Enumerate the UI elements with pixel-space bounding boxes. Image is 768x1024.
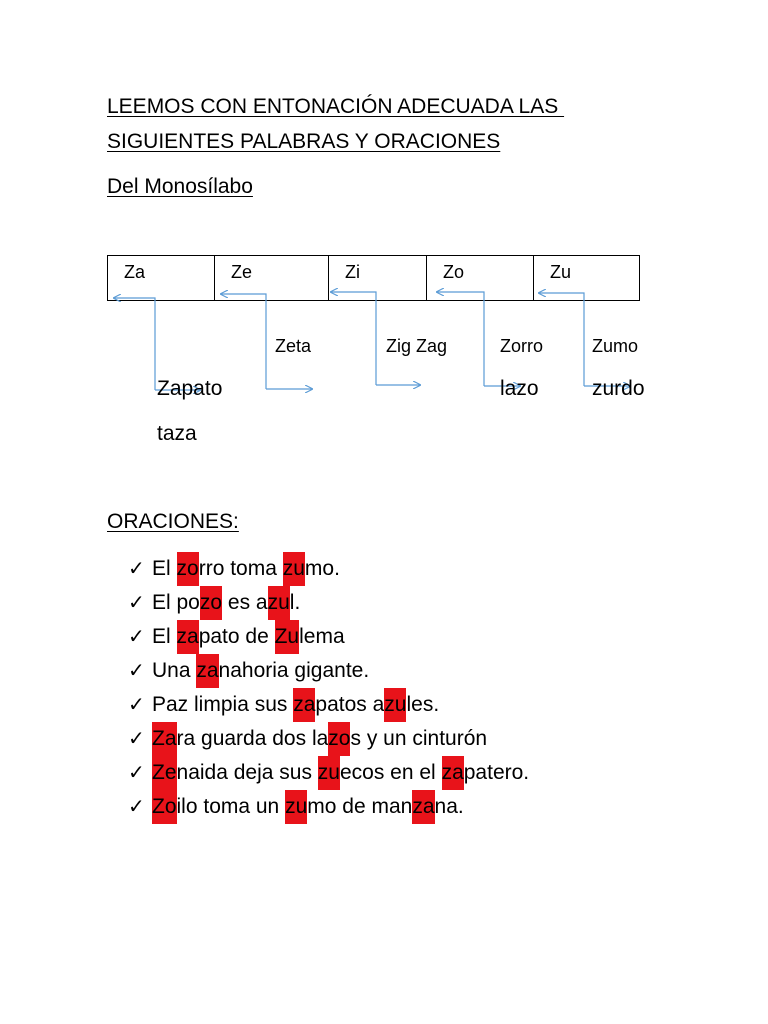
highlighted-syllable: Zo <box>152 790 177 824</box>
title-line-1: LEEMOS CON ENTONACIÓN ADECUADA LAS <box>107 95 565 118</box>
sentence-item <box>128 552 529 586</box>
arrow-za <box>114 298 155 390</box>
check-icon: ✓ <box>128 626 145 648</box>
syllable-cell-ze: Ze <box>215 256 329 300</box>
word-zeta: Zeta <box>275 336 312 356</box>
check-icon: ✓ <box>128 660 145 682</box>
check-icon: ✓ <box>128 728 145 750</box>
syllable-cell-zu: Zu <box>550 262 572 282</box>
highlighted-syllable: zu <box>283 552 305 586</box>
check-icon: ✓ <box>128 558 145 580</box>
syllable-cell-za: Za <box>108 256 215 300</box>
word-taza: taza <box>157 422 197 445</box>
sentence-text: Paz limpia sus <box>152 693 294 716</box>
syllable-cell-zo: Zo <box>427 256 534 300</box>
sentences-heading: ORACIONES: <box>107 510 239 533</box>
sentence-text: mo de man <box>307 795 413 818</box>
sentence-text: pato de <box>198 625 275 648</box>
check-icon: ✓ <box>128 694 145 716</box>
sentence-text: es a <box>222 591 268 614</box>
highlighted-syllable: Ze <box>152 756 177 790</box>
highlighted-syllable: zo <box>177 552 199 586</box>
sentence-item <box>128 790 529 824</box>
highlighted-syllable: Zu <box>275 620 300 654</box>
sentence-text: s y un cinturón <box>350 727 488 750</box>
highlighted-syllable: Za <box>152 722 177 756</box>
word-lazo: lazo <box>500 377 539 400</box>
sentence-item <box>128 722 529 756</box>
sentence-text: nahoria gigante. <box>218 659 370 682</box>
sentence-text: ecos en el <box>339 761 442 784</box>
arrow-zu <box>539 293 584 386</box>
sentence-text: naida deja sus <box>176 761 318 784</box>
sentence-text: lema <box>299 625 345 648</box>
word-zorro: Zorro <box>500 336 544 356</box>
highlighted-syllable: zu <box>384 688 406 722</box>
sentence-text: mo. <box>304 557 340 580</box>
sentence-text: patero. <box>463 761 530 784</box>
sentence-text: patos a <box>315 693 385 716</box>
sentence-text: ra guarda dos la <box>176 727 329 750</box>
highlighted-syllable: zu <box>318 756 340 790</box>
sentence-text: El <box>152 625 177 648</box>
arrow-zi <box>331 292 376 385</box>
sentence-item <box>128 654 529 688</box>
check-icon: ✓ <box>128 796 145 818</box>
highlighted-syllable: za <box>177 620 199 654</box>
highlighted-syllable: za <box>412 790 434 824</box>
highlighted-syllable: za <box>442 756 464 790</box>
sentence-item <box>128 688 529 722</box>
syllable-table <box>107 255 640 301</box>
highlighted-syllable: za <box>293 688 315 722</box>
sentence-text: l. <box>289 591 301 614</box>
word-zapato: Zapato <box>157 377 223 400</box>
word-zigzag: Zig Zag <box>386 336 448 356</box>
check-icon: ✓ <box>128 762 145 784</box>
highlighted-syllable: za <box>196 654 218 688</box>
arrow-ze <box>221 294 266 389</box>
sentence-text: ilo toma un <box>176 795 286 818</box>
sentence-text: rro toma <box>198 557 283 580</box>
subtitle: Del Monosílabo <box>107 175 253 198</box>
sentence-text: El <box>152 557 177 580</box>
highlighted-syllable: zu <box>285 790 307 824</box>
highlighted-syllable: zo <box>328 722 350 756</box>
syllable-cell-zi: Zi <box>329 256 427 300</box>
sentence-item <box>128 586 529 620</box>
check-icon: ✓ <box>128 592 145 614</box>
highlighted-syllable: zo <box>200 586 222 620</box>
sentence-text: na. <box>434 795 464 818</box>
sentence-text: les. <box>406 693 440 716</box>
sentence-list <box>128 552 529 824</box>
sentence-text: El po <box>152 591 200 614</box>
word-zurdo: zurdo <box>592 377 645 400</box>
sentence-text: Una <box>152 659 197 682</box>
sentence-item <box>128 620 529 654</box>
highlighted-syllable: zu <box>268 586 290 620</box>
title-line-2: SIGUIENTES PALABRAS Y ORACIONES <box>107 130 501 153</box>
word-zumo: Zumo <box>592 336 639 356</box>
sentence-item <box>128 756 529 790</box>
